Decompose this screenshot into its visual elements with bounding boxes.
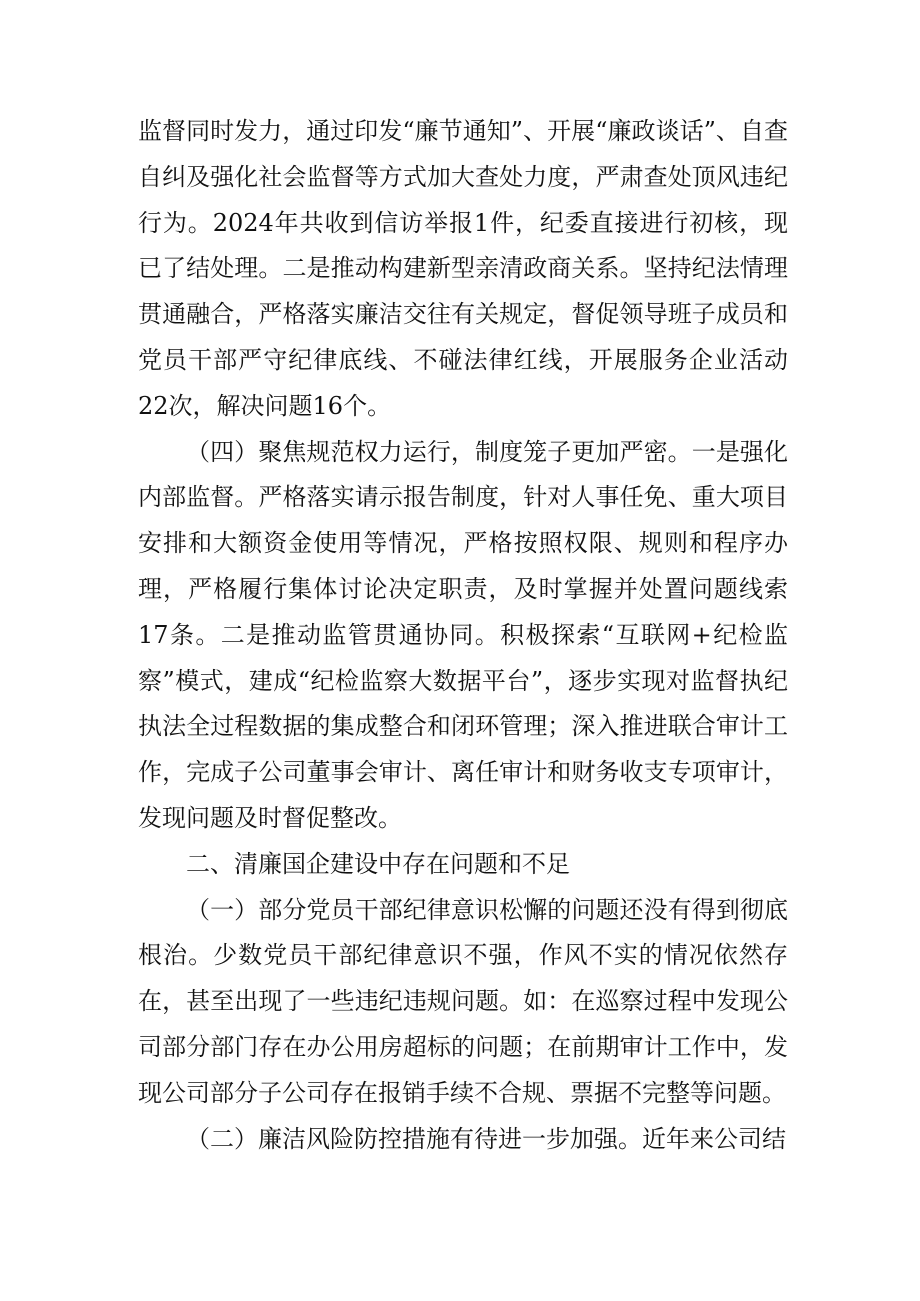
document-body: [138, 109, 788, 1162]
paragraph-section-four: （四）聚焦规范权力运行，制度笼子更加严密。一是强化内部监督。严格落实请示报告制度，针对人事任免、重大项目安排和大额资金使用等情况，严格按照权限、规则和程序办理，严格履行集体讨论决定职责，及时掌握并处置问题线索17条。二是推动监管贯通协同。积极探索“互联网+纪检监察”模式，建成“纪检监察大数据平台”，逐步实现对监督执纪执法全过程数据的集成整合和闭环管理；深入推进联合审计工作，完成子公司董事会审计、离任审计和财务收支专项审计，发现问题及时督促整改。: [138, 437, 788, 832]
section-heading-problems: 二、清廉国企建设中存在问题和不足: [186, 849, 570, 878]
paragraph-problem-two: （二）廉洁风险防控措施有待进一步加强。近年来公司结: [186, 1124, 786, 1153]
paragraph-problem-one: （一）部分党员干部纪律意识松懈的问题还没有得到彻底根治。少数党员干部纪律意识不强，作风不实的情况依然存在，甚至出现了一些违纪违规问题。如：在巡察过程中发现公司部分部门存在办公用房超标的问题；在前期审计工作中，发现公司部分子公司存在报销手续不合规、票据不完整等问题。: [138, 895, 788, 1107]
paragraph-continuation: 监督同时发力，通过印发“廉节通知”、开展“廉政谈话”、自查自纠及强化社会监督等方式加大查处力度，严肃查处顶风违纪行为。2024年共收到信访举报1件，纪委直接进行初核，现已了结处理。二是推动构建新型亲清政商关系。坚持纪法情理贯通融合，严格落实廉洁交往有关规定，督促领导班子成员和党员干部严守纪律底线、不碰法律红线，开展服务企业活动22次，解决问题16个。: [138, 117, 788, 420]
